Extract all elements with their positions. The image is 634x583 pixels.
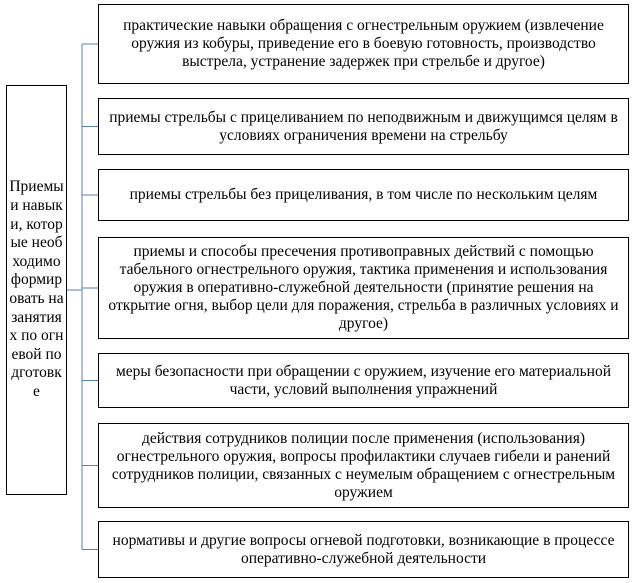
item-box-5 <box>98 353 629 408</box>
item-label-7: нормативы и другие вопросы огневой подготовки, возникающие в процессе оперативно-служебной деятельности <box>112 531 615 567</box>
item-label-5: меры безопасности при обращении с оружием, изучение его материальной части, условий выполнения упражнений <box>115 362 612 398</box>
root-box <box>6 85 67 495</box>
item-box-2 <box>98 98 629 155</box>
item-box-3 <box>98 169 629 221</box>
root-label: Приемы и навыки, которые необходимо формировать на занятиях по огневой подготовке <box>9 178 64 400</box>
item-label-3: приемы стрельбы без прицеливания, в том числе по нескольким целям <box>129 186 598 203</box>
item-label-4: приемы и способы пресечения противоправных действий с помощью табельного огнестрельного оружия, тактика применения и использования оружия в оперативно-служебной деятельности (принятие решения на открытие огня, выбор цели для поражения, стрельба в различных условиях и другое) <box>108 243 619 332</box>
item-label-2: приемы стрельбы с прицеливанием по неподвижным и движущимся целям в условиях ограничения времени на стрельбу <box>109 108 618 144</box>
item-box-4 <box>98 237 629 339</box>
item-box-1 <box>98 4 629 84</box>
item-label-1: практические навыки обращения с огнестрельным оружием (извлечение оружия из кобуры, приведение его в боевую готовность, производство выстрела, устранение задержек при стрельбе и другое) <box>123 17 604 70</box>
item-box-7 <box>98 521 629 578</box>
item-label-6: действия сотрудников полиции после применения (использования) огнестрельного оружия, вопросы профилактики случаев гибели и ранений сотрудников полиции, связанных с неумелым обращением с огнестрельным оружием <box>111 429 616 501</box>
item-box-6 <box>98 423 629 508</box>
